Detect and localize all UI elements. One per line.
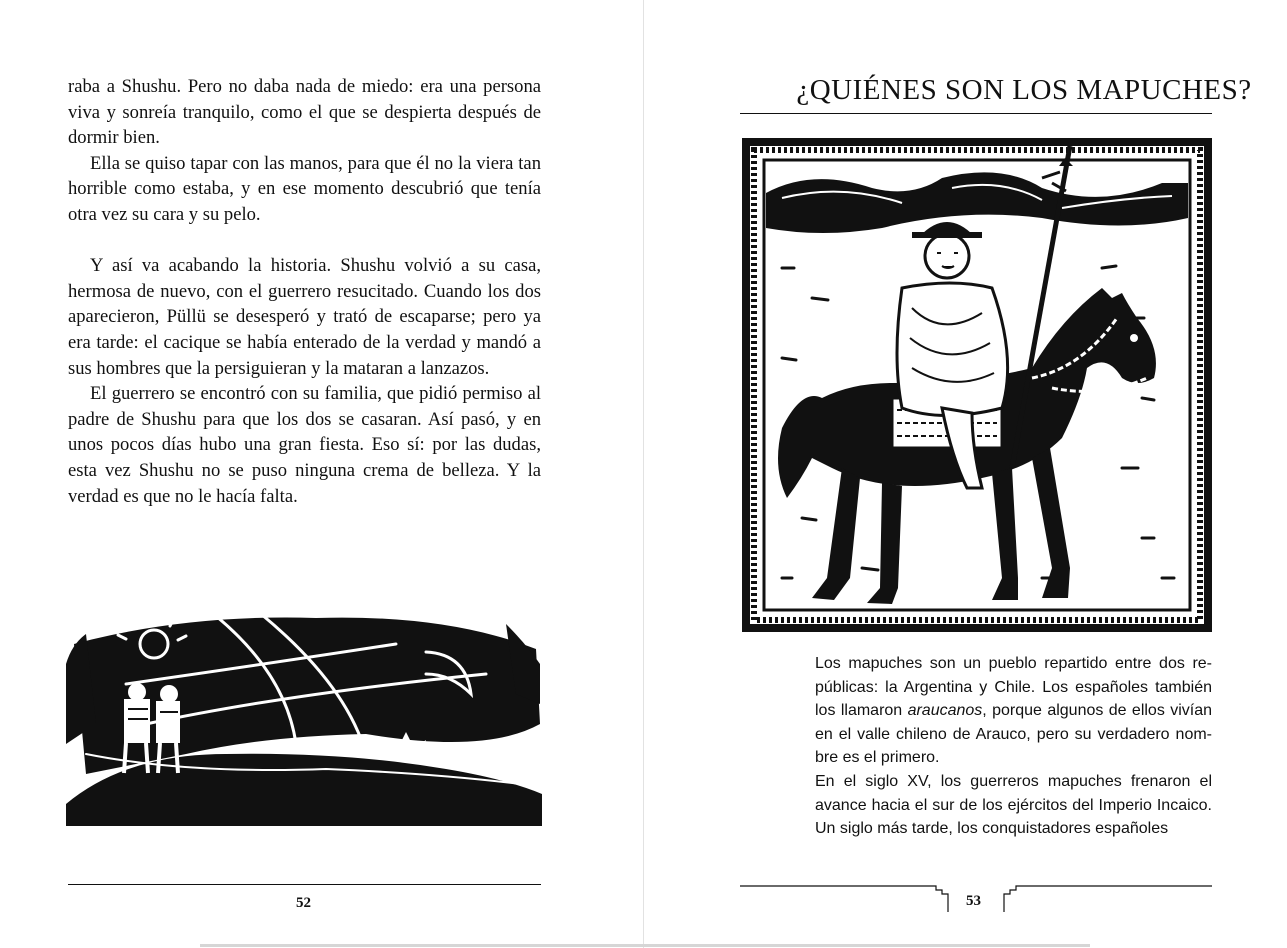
- left-page: [0, 0, 643, 948]
- italic-term: araucanos: [907, 702, 983, 720]
- right-page: [644, 0, 1287, 948]
- paragraph: Y así va acabando la historia. Shushu volvió a su casa, hermosa de nuevo, con el guerrero resucitado. Cuando los dos aparecieron, Püllü se desesperó y trató de escaparse; pero ya era tarde: el cacique se había enterado de la verdad y mandó a sus hombres que la persiguieran y la mataran a lanzazos.: [68, 255, 541, 379]
- left-body-text: [68, 74, 541, 509]
- paragraph: En el siglo XV, los guerreros mapuches frenaron el avance hacia el sur de los ejércitos del Imperio Incaico. Un siglo más tarde, los conquistadores españoles: [815, 772, 1212, 838]
- night-scene-illustration: [66, 604, 544, 826]
- page-title: ¿QUIÉNES SON LOS MAPUCHES?: [796, 74, 1252, 106]
- mapuche-horseman-illustration: [742, 138, 1212, 632]
- paragraph: Ella se quiso tapar con las manos, para que él no la viera tan horrible como estaba, y en ese momento descubrió que tenía otra vez su cara y su pelo.: [68, 152, 541, 225]
- title-rule: [740, 113, 1212, 114]
- page-number: 52: [296, 895, 311, 911]
- paragraph: raba a Shushu. Pero no daba nada de miedo: era una persona viva y sonreía tranquilo, como el que se despierta después de dormir bien.: [68, 76, 541, 149]
- paragraph-text: , porque algunos de ellos vivían en el valle chileno de Arauco, pero su verdadero nombre es el primero.: [815, 702, 1213, 767]
- paragraph: El guerrero se encontró con su familia, que pidió permiso al padre de Shushu para que los dos se casaran. Así pasó, y en unos pocos días hubo una gran fiesta. Eso sí: por las dudas, esta vez Shushu no se puso ninguna crema de belleza. Y la verdad es que no le hacía falta.: [68, 383, 541, 507]
- page-number: 53: [966, 893, 981, 909]
- footer-rule: [68, 884, 541, 885]
- right-body-text: [815, 652, 1212, 841]
- paragraph-text: Los mapuches son un pueblo repartido entre dos repúblicas: la Argentina y Chile. Los españoles también los llamaron: [815, 655, 1212, 720]
- paragraph: [815, 652, 1212, 770]
